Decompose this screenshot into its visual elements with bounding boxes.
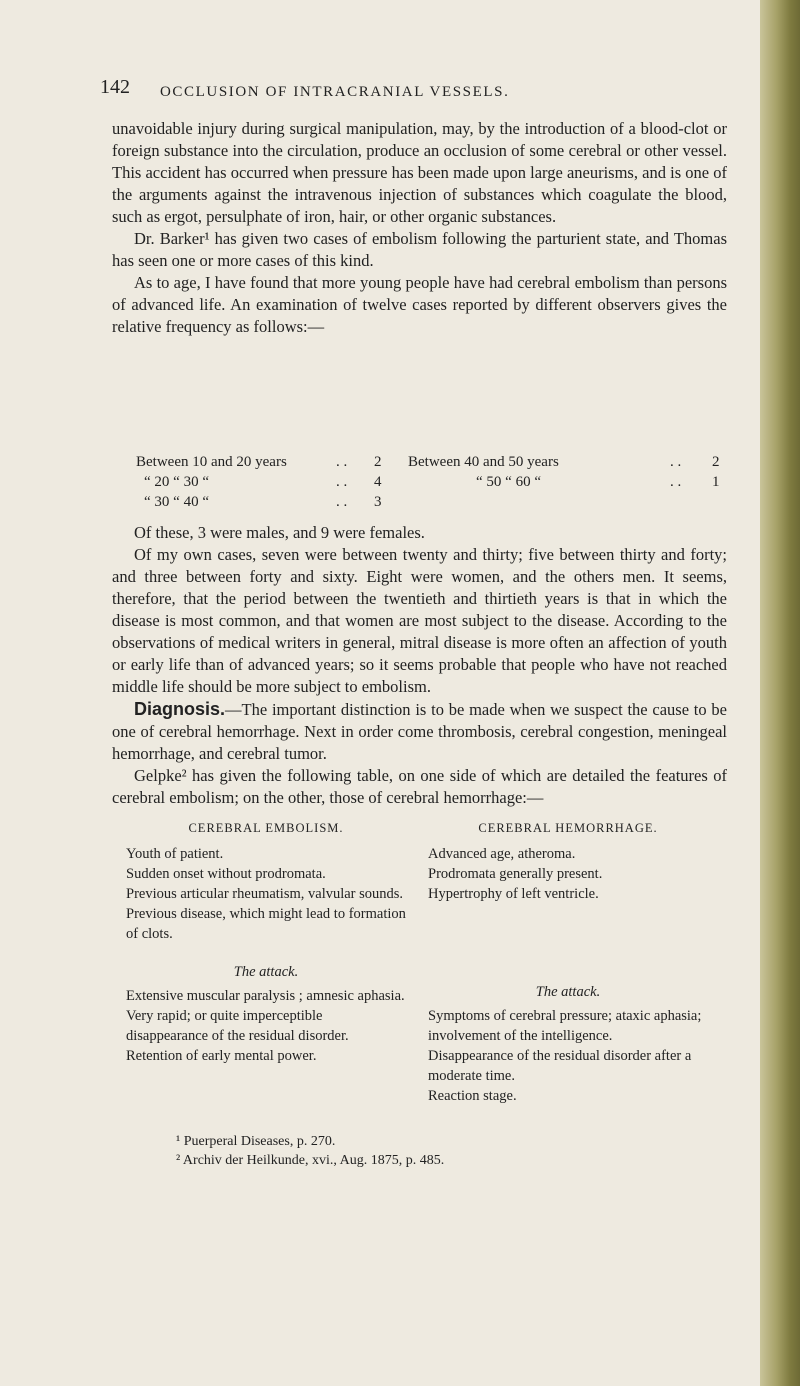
running-title: OCCLUSION OF INTRACRANIAL VESSELS.: [160, 84, 510, 100]
freq-label: Between 10 and 20 years: [136, 454, 287, 470]
freq-label: “ 50 “ 60 “: [476, 474, 541, 490]
list-item: Youth of patient.: [126, 846, 224, 862]
list-item: Retention of early mental power.: [126, 1048, 317, 1064]
list-item: Sudden onset without prodromata.: [126, 866, 326, 882]
footnote: ¹ Puerperal Diseases, p. 270.: [176, 1134, 336, 1149]
freq-label: “ 30 “ 40 “: [144, 494, 209, 510]
paragraph: Of my own cases, seven were between twenty and thirty; five between thirty and forty; and three between forty and sixty. Eight were women, and the others men. It seems, therefore, that the period between the twentieth and thirtieth years is that in which the disease is most common, and that women are most subject to the disease. According to the observations of medical writers in general, mitral disease is more often an affection of youth or early life than of advanced years; so it seems probable that people who have not reached middle life should be more subject to embolism.: [112, 545, 727, 696]
body-text-top: [112, 118, 727, 338]
list-item: Very rapid; or quite imperceptible disappearance of the residual disorder.: [126, 1008, 349, 1044]
list-item: Hypertrophy of left ventricle.: [428, 886, 599, 902]
footnotes: [176, 1132, 736, 1170]
list-item: Prodromata generally present.: [428, 866, 603, 882]
freq-label: Between 40 and 50 years: [408, 454, 559, 470]
freq-dots: . .: [670, 454, 682, 470]
freq-count: 3: [374, 494, 382, 510]
freq-dots: . .: [336, 474, 348, 490]
list-item: Extensive muscular paralysis ; amnesic aphasia.: [126, 988, 405, 1004]
footnote: ² Archiv der Heilkunde, xvi., Aug. 1875, p. 485.: [176, 1153, 445, 1168]
freq-dots: . .: [336, 494, 348, 510]
paragraph: Dr. Barker¹ has given two cases of embolism following the parturient state, and Thomas has seen one or more cases of this kind.: [112, 229, 727, 270]
attack-subheading: The attack.: [233, 964, 299, 980]
freq-count: 2: [712, 454, 720, 470]
paragraph-text: —The important distinction is to be made when we suspect the cause to be one of cerebral hemorrhage. Next in order come thrombosis, cerebral congestion, meningeal hemorrhage, and cerebral tumor.: [112, 700, 727, 763]
freq-count: 2: [374, 454, 382, 470]
list-item: Reaction stage.: [428, 1088, 517, 1104]
list-item: Advanced age, atheroma.: [428, 846, 576, 862]
table-row: [136, 452, 736, 472]
attack-subheading: The attack.: [535, 984, 601, 1000]
list-item: Symptoms of cerebral pressure; ataxic aphasia; involvement of the intelligence.: [428, 1008, 702, 1044]
embolism-column: [126, 818, 406, 1066]
hemorrhage-column: [428, 818, 708, 1106]
freq-dots: . .: [336, 454, 348, 470]
paragraph: Gelpke² has given the following table, on one side of which are detailed the features of cerebral embolism; on the other, those of cerebral hemorrhage:—: [112, 766, 727, 807]
list-item: Previous articular rheumatism, valvular sounds.: [126, 886, 404, 902]
column-heading: CEREBRAL HEMORRHAGE.: [478, 821, 658, 835]
freq-label: “ 20 “ 30 “: [144, 474, 209, 490]
list-item: Previous disease, which might lead to formation of clots.: [126, 906, 406, 942]
paragraph: [112, 698, 727, 765]
page-edge-binding: [760, 0, 800, 1386]
table-row: [136, 492, 736, 512]
frequency-table: [136, 452, 736, 512]
column-heading: CEREBRAL EMBOLISM.: [188, 821, 344, 835]
freq-dots: . .: [670, 474, 682, 490]
table-row: [136, 472, 736, 492]
paragraph: unavoidable injury during surgical manipulation, may, by the introduction of a blood-clot or foreign substance into the circulation, produce an occlusion of some cerebral or other vessel. This accident has occurred when pressure has been made upon large aneurisms, and is one of the arguments against the intravenous injection of substances which coagulate the blood, such as ergot, persulphate of iron, hair, or other organic substances.: [112, 119, 727, 226]
page-number: 142: [100, 76, 130, 98]
freq-count: 4: [374, 474, 382, 490]
list-item: Disappearance of the residual disorder after a moderate time.: [428, 1048, 692, 1084]
paragraph: Of these, 3 were males, and 9 were females.: [134, 523, 425, 542]
freq-count: 1: [712, 474, 720, 490]
section-heading: Diagnosis.: [134, 699, 226, 719]
body-text-bottom: [112, 522, 727, 809]
paragraph: As to age, I have found that more young people have had cerebral embolism than persons of advanced life. An examination of twelve cases reported by different observers gives the relative frequency as follows:—: [112, 273, 727, 336]
